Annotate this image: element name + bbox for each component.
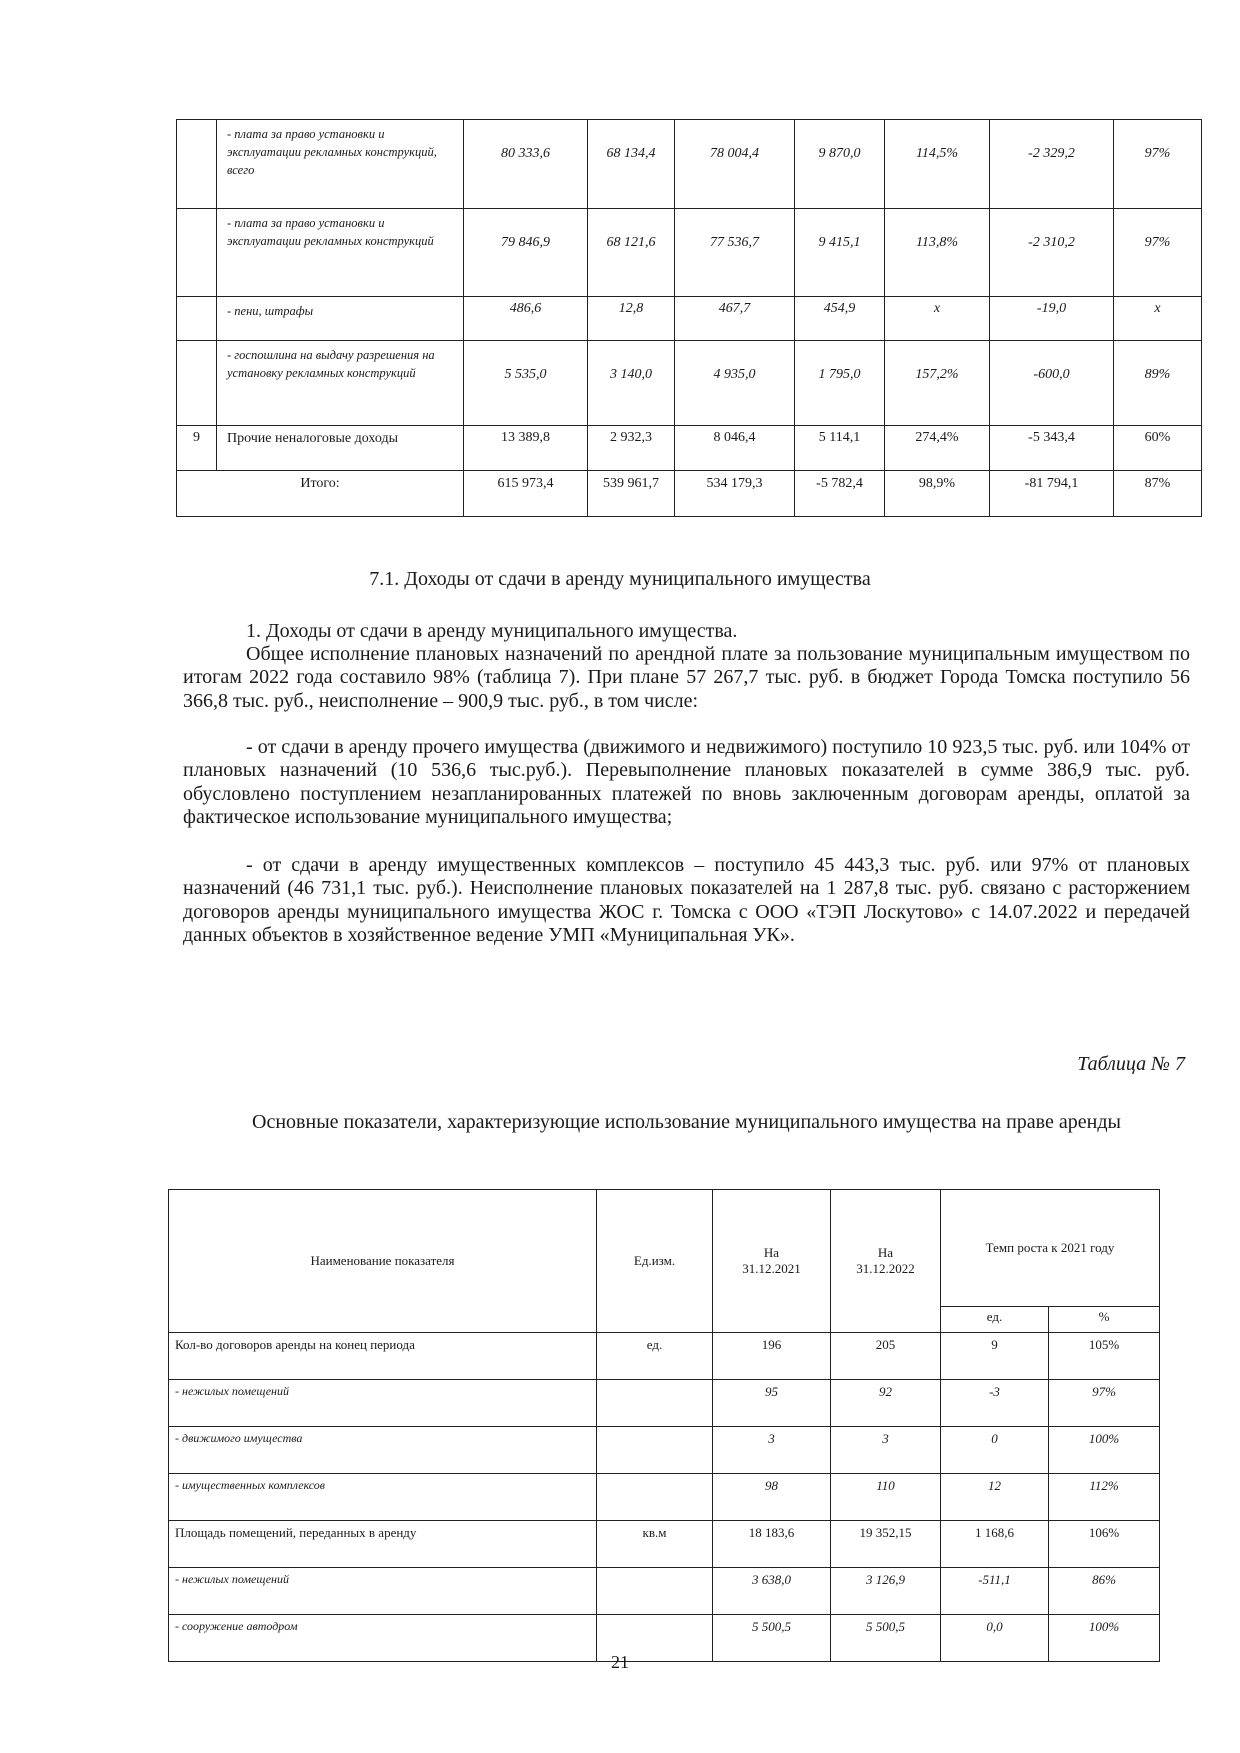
cell-value: 60%	[1114, 426, 1202, 471]
row-label: - нежилых помещений	[169, 1380, 597, 1427]
row-unit	[597, 1427, 713, 1474]
cell-value: -600,0	[990, 341, 1114, 426]
header-2022-line2: 31.12.2022	[856, 1261, 915, 1276]
row-2022: 3 126,9	[831, 1568, 941, 1615]
cell-value: 1 795,0	[795, 341, 885, 426]
paragraph-text: Общее исполнение плановых назначений по арендной плате за пользование муниципальным имуществом по итогам 2022 года составило 98% (таблица 7). При плане 57 267,7 тыс. руб. в бюджет Города Томска поступило 56 366,8 тыс. руб., неисполнение – 900,9 тыс. руб., в том числе:	[183, 643, 1190, 712]
table-row	[177, 209, 1202, 297]
row-label: Площадь помещений, переданных в аренду	[169, 1521, 597, 1568]
paragraph-text: - от сдачи в аренду прочего имущества (движимого и недвижимого) поступило 10 923,5 тыс. руб. или 104% от плановых назначений (10 536,6 тыс.руб.). Перевыполнение плановых показателей в сумме 386,9 тыс. руб. обусловлено поступлением незапланированных платежей по вновь заключенным договорам аренды, оплатой за фактическое использование муниципального имущества;	[183, 736, 1190, 829]
row-2022: 3	[831, 1427, 941, 1474]
table-row	[169, 1474, 1160, 1521]
row-diff: 0	[941, 1427, 1049, 1474]
cell-value: 79 846,9	[464, 209, 588, 297]
cell-value: -2 329,2	[990, 120, 1114, 209]
cell-value: 454,9	[795, 297, 885, 341]
header-2021-line1: На	[763, 1245, 780, 1260]
row-pct: 112%	[1049, 1474, 1160, 1521]
total-value: 98,9%	[885, 471, 990, 517]
header-name: Наименование показателя	[169, 1190, 597, 1333]
row-index	[177, 120, 217, 209]
revenue-table-continued	[176, 119, 1202, 517]
cell-value: 97%	[1114, 120, 1202, 209]
total-value: 87%	[1114, 471, 1202, 517]
row-index: 9	[177, 426, 217, 471]
cell-value: 13 389,8	[464, 426, 588, 471]
total-value: -5 782,4	[795, 471, 885, 517]
row-pct: 86%	[1049, 1568, 1160, 1615]
header-2022	[831, 1190, 941, 1333]
row-label: Прочие неналоговые доходы	[217, 426, 464, 471]
row-2022: 110	[831, 1474, 941, 1521]
header-growth: Темп роста к 2021 году	[941, 1190, 1160, 1307]
row-label: - пени, штрафы	[217, 297, 464, 341]
table-row	[177, 426, 1202, 471]
cell-value: 4 935,0	[675, 341, 795, 426]
row-2022: 5 500,5	[831, 1615, 941, 1662]
cell-value: 157,2%	[885, 341, 990, 426]
cell-value: 3 140,0	[588, 341, 675, 426]
cell-value: 2 932,3	[588, 426, 675, 471]
row-diff: 12	[941, 1474, 1049, 1521]
cell-value: 113,8%	[885, 209, 990, 297]
table-row	[177, 120, 1202, 209]
header-2021-line2: 31.12.2021	[742, 1261, 801, 1276]
row-pct: 100%	[1049, 1615, 1160, 1662]
cell-value: 467,7	[675, 297, 795, 341]
header-growth-percent: %	[1049, 1307, 1160, 1333]
cell-value: 5 114,1	[795, 426, 885, 471]
row-label: - плата за право установки и эксплуатации рекламных конструкций, всего	[217, 120, 464, 209]
row-unit	[597, 1474, 713, 1521]
row-2021: 3	[713, 1427, 831, 1474]
row-2022: 19 352,15	[831, 1521, 941, 1568]
paragraph-summary	[183, 643, 1190, 713]
cell-value: 9 415,1	[795, 209, 885, 297]
row-diff: -511,1	[941, 1568, 1049, 1615]
row-unit	[597, 1380, 713, 1427]
total-value: 534 179,3	[675, 471, 795, 517]
row-unit: ед.	[597, 1333, 713, 1380]
row-diff: 0,0	[941, 1615, 1049, 1662]
row-2022: 205	[831, 1333, 941, 1380]
cell-value: x	[1114, 297, 1202, 341]
cell-value: 486,6	[464, 297, 588, 341]
row-pct: 106%	[1049, 1521, 1160, 1568]
cell-value: x	[885, 297, 990, 341]
table-row	[169, 1568, 1160, 1615]
cell-value: 80 333,6	[464, 120, 588, 209]
header-2021	[713, 1190, 831, 1333]
table-row	[177, 341, 1202, 426]
cell-value: 77 536,7	[675, 209, 795, 297]
row-index	[177, 341, 217, 426]
total-row	[177, 471, 1202, 517]
row-2021: 5 500,5	[713, 1615, 831, 1662]
cell-value: -19,0	[990, 297, 1114, 341]
row-diff: -3	[941, 1380, 1049, 1427]
paragraph-text: - от сдачи в аренду имущественных комплексов – поступило 45 443,3 тыс. руб. или 97% от плановых назначений (46 731,1 тыс. руб.). Неисполнение плановых показателей на 1 287,8 тыс. руб. связано с расторжением договоров аренды муниципального имущества ЖОС г. Томска с ООО «ТЭП Лоскутово» с 14.07.2022 и передачей данных объектов в хозяйственное ведение УМП «Муниципальная УК».	[183, 854, 1190, 947]
lease-indicators-table	[168, 1189, 1160, 1662]
table-row	[169, 1427, 1160, 1474]
row-2021: 18 183,6	[713, 1521, 831, 1568]
cell-value: 78 004,4	[675, 120, 795, 209]
paragraph-property-complexes	[183, 854, 1190, 948]
cell-value: 97%	[1114, 209, 1202, 297]
row-unit: кв.м	[597, 1521, 713, 1568]
row-2021: 95	[713, 1380, 831, 1427]
header-unit: Ед.изм.	[597, 1190, 713, 1333]
row-2021: 3 638,0	[713, 1568, 831, 1615]
cell-value: 274,4%	[885, 426, 990, 471]
total-value: 615 973,4	[464, 471, 588, 517]
row-pct: 97%	[1049, 1380, 1160, 1427]
cell-value: 68 134,4	[588, 120, 675, 209]
cell-value: 8 046,4	[675, 426, 795, 471]
row-diff: 1 168,6	[941, 1521, 1049, 1568]
table-row	[177, 297, 1202, 341]
cell-value: 9 870,0	[795, 120, 885, 209]
row-2021: 196	[713, 1333, 831, 1380]
paragraph-item-1	[183, 620, 1190, 643]
cell-value: 12,8	[588, 297, 675, 341]
cell-value: -5 343,4	[990, 426, 1114, 471]
cell-value: 68 121,6	[588, 209, 675, 297]
row-label: - сооружение автодром	[169, 1615, 597, 1662]
row-diff: 9	[941, 1333, 1049, 1380]
table-title: Основные показатели, характеризующие использование муниципального имущества на праве аренды	[252, 1111, 1121, 1133]
row-2021: 98	[713, 1474, 831, 1521]
section-heading: 7.1. Доходы от сдачи в аренду муниципального имущества	[369, 568, 871, 590]
table-row	[169, 1380, 1160, 1427]
row-pct: 100%	[1049, 1427, 1160, 1474]
row-index	[177, 297, 217, 341]
table-number: Таблица № 7	[1077, 1053, 1185, 1075]
page-number: 21	[611, 1652, 629, 1672]
row-label: - госпошлина на выдачу разрешения на установку рекламных конструкций	[217, 341, 464, 426]
row-label: - нежилых помещений	[169, 1568, 597, 1615]
total-value: 539 961,7	[588, 471, 675, 517]
table-row	[169, 1521, 1160, 1568]
cell-value: 5 535,0	[464, 341, 588, 426]
row-label: Кол-во договоров аренды на конец периода	[169, 1333, 597, 1380]
row-pct: 105%	[1049, 1333, 1160, 1380]
table-row	[169, 1333, 1160, 1380]
row-label: - плата за право установки и эксплуатации рекламных конструкций	[217, 209, 464, 297]
cell-value: -2 310,2	[990, 209, 1114, 297]
header-growth-units: ед.	[941, 1307, 1049, 1333]
paragraph-other-property	[183, 736, 1190, 830]
row-2022: 92	[831, 1380, 941, 1427]
paragraph-text: 1. Доходы от сдачи в аренду муниципального имущества.	[246, 620, 738, 642]
total-label: Итого:	[177, 471, 464, 517]
row-unit	[597, 1568, 713, 1615]
row-label: - имущественных комплексов	[169, 1474, 597, 1521]
total-value: -81 794,1	[990, 471, 1114, 517]
cell-value: 89%	[1114, 341, 1202, 426]
row-label: - движимого имущества	[169, 1427, 597, 1474]
row-index	[177, 209, 217, 297]
header-2022-line1: На	[877, 1245, 894, 1260]
cell-value: 114,5%	[885, 120, 990, 209]
